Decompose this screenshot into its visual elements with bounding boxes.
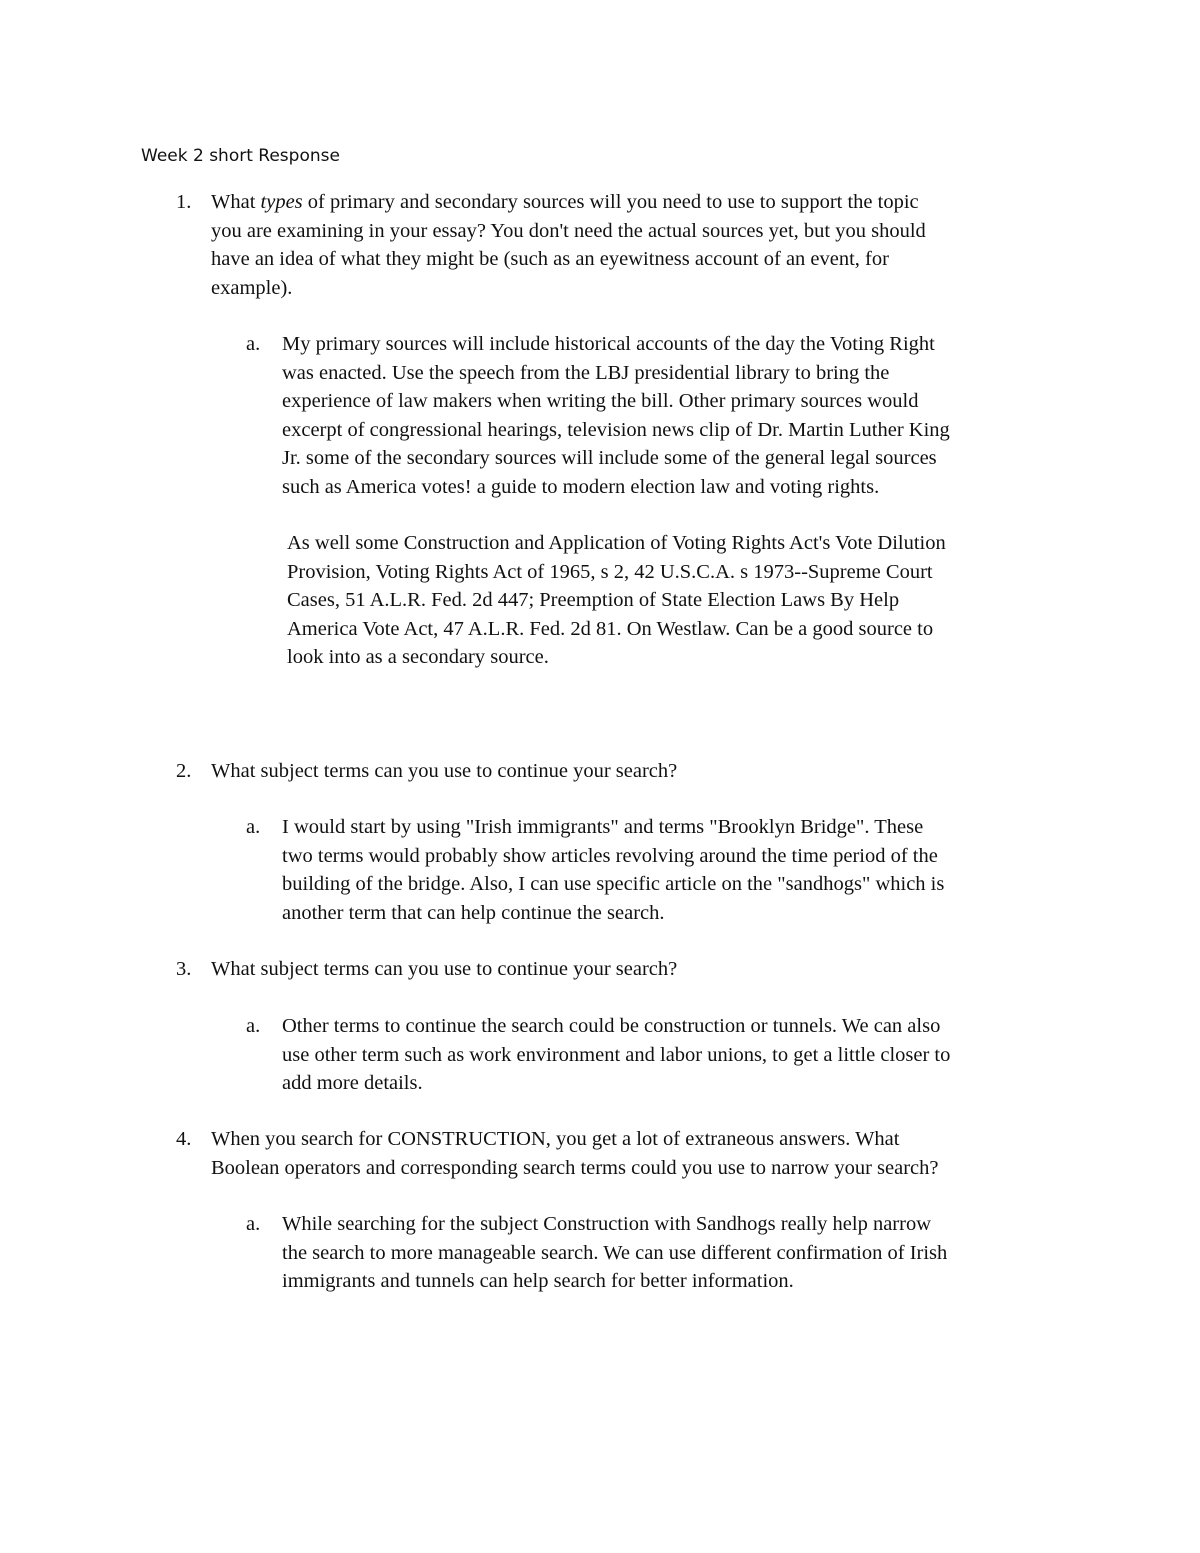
answer-2-line-3: building of the bridge. Also, I can use specific article on the "sandhogs" which is — [282, 873, 945, 896]
question-2-number: 2. — [176, 760, 192, 782]
question-4-line-1: When you search for CONSTRUCTION, you get a lot of extraneous answers. What — [211, 1128, 900, 1150]
answer-4-text — [282, 1210, 1062, 1296]
answer-2-letter: a. — [246, 816, 261, 838]
question-4-number: 4. — [176, 1128, 192, 1150]
answer-2-text — [282, 813, 1062, 927]
question-1-emphasis: types — [260, 191, 303, 213]
answer-2-line-1: I would start by using "Irish immigrants" and terms "Brooklyn Bridge". These — [282, 816, 924, 838]
answer-3-text — [282, 1012, 1062, 1098]
question-1-line-4: example). — [211, 276, 293, 299]
answer-2-line-2: two terms would probably show articles revolving around the time period of the — [282, 844, 938, 867]
question-1-line-3: have an idea of what they might be (such as an eyewitness account of an event, for — [211, 248, 889, 271]
question-3-number: 3. — [176, 958, 192, 980]
question-4-line-2: Boolean operators and corresponding search terms could you use to narrow your search? — [211, 1156, 939, 1179]
question-1-line-2: you are examining in your essay? You don't need the actual sources yet, but you should — [211, 219, 926, 242]
answer-4-line-3: immigrants and tunnels can help search for better information. — [282, 1270, 794, 1293]
question-3-text — [211, 955, 1071, 984]
answer-1-cont-line-3: Cases, 51 A.L.R. Fed. 2d 447; Preemption of State Election Laws By Help — [287, 589, 900, 612]
answer-1-continuation — [287, 529, 1067, 672]
answer-1-cont-line-1: As well some Construction and Application of Voting Rights Act's Vote Dilution — [287, 532, 946, 554]
document-title: Week 2 short Response — [141, 146, 340, 166]
answer-3-letter: a. — [246, 1015, 261, 1037]
question-1-number: 1. — [176, 191, 192, 213]
question-1-line-1: What types of primary and secondary sources will you need to use to support the topic — [211, 191, 919, 213]
answer-1-line-4: excerpt of congressional hearings, television news clip of Dr. Martin Luther King — [282, 418, 950, 441]
question-3-line-1: What subject terms can you use to continue your search? — [211, 958, 678, 980]
answer-4-line-2: the search to more manageable search. We can use different confirmation of Irish — [282, 1241, 948, 1264]
answer-3-line-1: Other terms to continue the search could be construction or tunnels. We can also — [282, 1015, 941, 1037]
answer-4-letter: a. — [246, 1213, 261, 1235]
answer-1-letter: a. — [246, 333, 261, 355]
answer-3-line-2: use other term such as work environment and labor unions, to get a little closer to — [282, 1043, 951, 1066]
question-4-text — [211, 1125, 1071, 1182]
answer-3-line-3: add more details. — [282, 1072, 423, 1095]
answer-1-line-1: My primary sources will include historical accounts of the day the Voting Right — [282, 333, 935, 355]
answer-1-text — [282, 330, 1062, 502]
answer-4-line-1: While searching for the subject Construction with Sandhogs really help narrow — [282, 1213, 932, 1235]
answer-1-line-5: Jr. some of the secondary sources will include some of the general legal sources — [282, 447, 937, 470]
question-1-text — [211, 188, 1071, 302]
answer-2-line-4: another term that can help continue the search. — [282, 901, 665, 924]
question-2-text — [211, 757, 1071, 786]
question-2-line-1: What subject terms can you use to continue your search? — [211, 760, 678, 782]
answer-1-cont-line-2: Provision, Voting Rights Act of 1965, s 2, 42 U.S.C.A. s 1973--Supreme Court — [287, 560, 933, 583]
answer-1-cont-line-5: look into as a secondary source. — [287, 646, 549, 669]
answer-1-cont-line-4: America Vote Act, 47 A.L.R. Fed. 2d 81. On Westlaw. Can be a good source to — [287, 617, 934, 640]
answer-1-line-3: experience of law makers when writing the bill. Other primary sources would — [282, 390, 919, 413]
answer-1-line-2: was enacted. Use the speech from the LBJ presidential library to bring the — [282, 361, 890, 384]
answer-1-line-6: such as America votes! a guide to modern election law and voting rights. — [282, 475, 880, 498]
